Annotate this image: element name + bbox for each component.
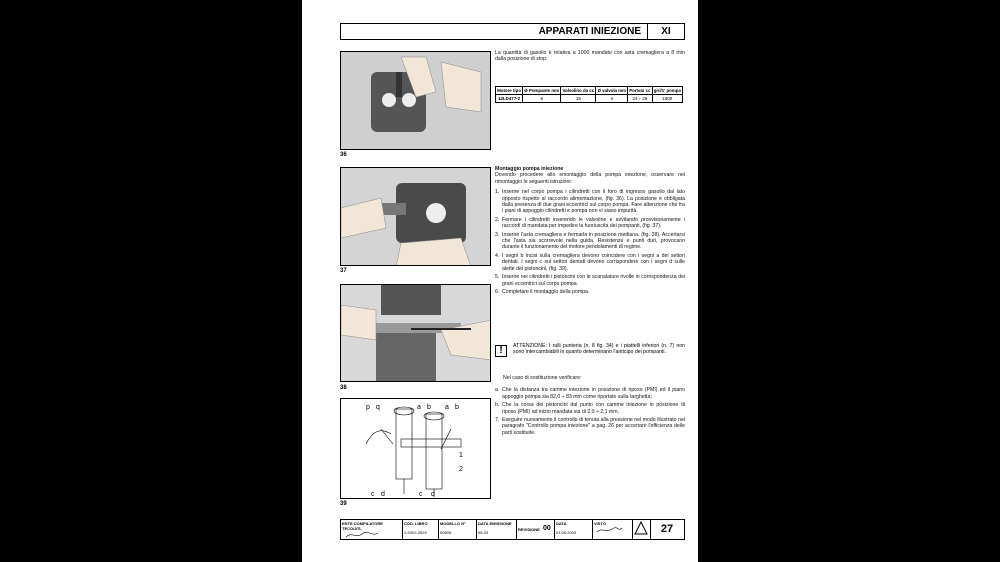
diagram-label-d: d <box>381 491 385 498</box>
footer-approved: VISTO <box>593 520 633 539</box>
spec-cell: 15 <box>561 95 596 103</box>
list-item: 7. Eseguire nuovamente il controllo di tenuta alla pressione nel modo illustrato nel paragrafo "Controllo pompa iniezione" a pag. 26 per accertare l'efficienza delle parti sostituite. <box>495 417 685 436</box>
spec-cell: 12LD477-2 <box>496 95 523 103</box>
footer-book-code: COD. LIBRO 1-5302-2629 <box>403 520 439 539</box>
diagram-label-2: 2 <box>459 466 463 473</box>
steps-list <box>495 189 685 295</box>
section-number: XI <box>661 26 671 37</box>
page-footer <box>340 519 685 540</box>
spec-header: Ø Pompante mm <box>524 88 560 93</box>
list-item: 1. Inserire nel corpo pompa i cilindretti con il foro di ingresso gasolio dal lato opposto rispetto al raccordo alimentazione, (fig. 36). La posizione è obbligata dalla presenza di due grani eccentrici sul corpo pompa. Fare attenzione che fra i piani di appoggio cilindretti e pompa non vi siano impurità. <box>495 189 685 215</box>
warning-icon: ! <box>495 345 507 357</box>
figure-39-label: 39 <box>340 501 347 507</box>
spec-table-header <box>496 87 683 95</box>
spec-header: Valvolino da cc <box>562 88 595 93</box>
diagram-label-d: d <box>431 491 435 498</box>
footer-logo-cell <box>633 520 651 539</box>
checks-list <box>495 387 685 436</box>
figure-39-diagram <box>340 398 491 499</box>
diagram-label-a: a <box>445 404 449 411</box>
footer-model: MODELLO N° 50605 <box>439 520 477 539</box>
spec-cell: 8 <box>523 95 561 103</box>
figure-36-photo <box>340 51 491 150</box>
list-item: 6. Completare il montaggio della pompa. <box>495 288 590 295</box>
intro-text: La quantità di gasolio è relativa a 1000 mandate con asta cremagliera a 8 mm dalla posizione di stop. <box>495 50 685 63</box>
figure-37-photo <box>340 167 491 266</box>
list-item: 4. I segni b incisi sulla cremagliera devono coincidere con i segni a dei settori dentati. I segni c sui settori dentati devono corrispondere con i segni d sulle alette dei pistoncini, (fig. 39). <box>495 252 685 272</box>
figure-36-label: 36 <box>340 152 347 158</box>
list-item: 2. Fermare i cilindretti inserendo le valvoline e avvitando provvisoriamente i raccordi di mandata per impedire la fuoriuscita dei pompanti, (fig. 37). <box>495 216 685 230</box>
page-title: APPARATI INIEZIONE <box>341 24 648 39</box>
spec-header: giri/1' pompa <box>653 88 681 93</box>
section-title: Montaggio pompa iniezione <box>495 166 564 172</box>
footer-revision: REVISIONE 00 <box>517 520 555 539</box>
manual-page <box>302 0 698 562</box>
diagram-label-b: b <box>427 404 431 411</box>
figure-37-label: 37 <box>340 268 347 274</box>
list-item: 3. Inserire l'asta cremagliera e fermarla in posizione mediana, (fig. 38). Accertarsi che l'asta sia scorrevole nella guida. Resistenze e punti duri, provocano durante il funzionamento del motore pendolamenti di regime. <box>495 231 685 251</box>
replacement-title: Nel caso di sostituzione verificare: <box>503 375 582 381</box>
page-number: 27 <box>660 523 674 535</box>
footer-date: DATA 01.06.2003 <box>555 520 593 539</box>
list-item: a. Che la distanza tra camme iniezione in posizione di riposo (PMI) ed il piano appoggio pompa sia 82,0 ÷ 83 mm come riportato sulla targhetta; <box>495 387 685 400</box>
diagram-label-c: c <box>419 491 423 498</box>
diagram-label-c: c <box>371 491 375 498</box>
diagram-label-b: b <box>455 404 459 411</box>
signature-icon <box>594 526 624 534</box>
figure-38-photo <box>340 284 491 382</box>
triangle-logo-icon <box>634 521 648 535</box>
warning-text: ATTENZIONE: I rulli punteria (n. 8 fig. 34) e i piattelli inferiori (n. 7) non sono intercambiabili in quanto determinano l'anticipo dei pompanti. <box>513 343 685 356</box>
footer-author-cell: ENTE COMPILATORE TECO/ATL <box>341 520 403 539</box>
table-row <box>496 95 683 103</box>
spec-cell: 1500 <box>652 95 682 103</box>
signature-icon <box>342 531 382 539</box>
list-item: 5. Inserire nei cilindretti i pistoncini con le scanalature rivolte in corrispondenza dei grani eccentrici sul corpo pompa. <box>495 274 685 287</box>
spec-table <box>495 86 683 103</box>
figure-38-label: 38 <box>340 385 347 391</box>
page-header <box>340 23 685 40</box>
diagram-label-p: p <box>366 404 370 411</box>
replacement-section <box>495 375 685 438</box>
spec-cell: 24 ÷ 26 <box>628 95 652 103</box>
list-item: b. Che la corsa dei pistoncini dal punto con camme iniezione in posizione di riposo (PMI) ad inizio mandata sia di 2,0 ÷ 2,1 mm. <box>495 402 685 415</box>
spec-header: Portata cc <box>629 88 651 93</box>
intro-paragraph <box>495 50 685 65</box>
diagram-label-q: q <box>376 404 380 411</box>
spec-header: Ø valvola mm <box>597 88 627 93</box>
assembly-section <box>495 166 685 297</box>
diagram-label-a: a <box>417 404 421 411</box>
spec-header: Motore tipo <box>497 88 522 93</box>
footer-issue-date: DATA EMISSIONE 06-03 <box>477 520 517 539</box>
spec-cell: 4 <box>596 95 628 103</box>
diagram-label-1: 1 <box>459 452 463 459</box>
section-intro: Dovendo procedere allo smontaggio della pompa iniezione, osservare nel rimontaggio le seguenti istruzioni: <box>495 172 685 185</box>
